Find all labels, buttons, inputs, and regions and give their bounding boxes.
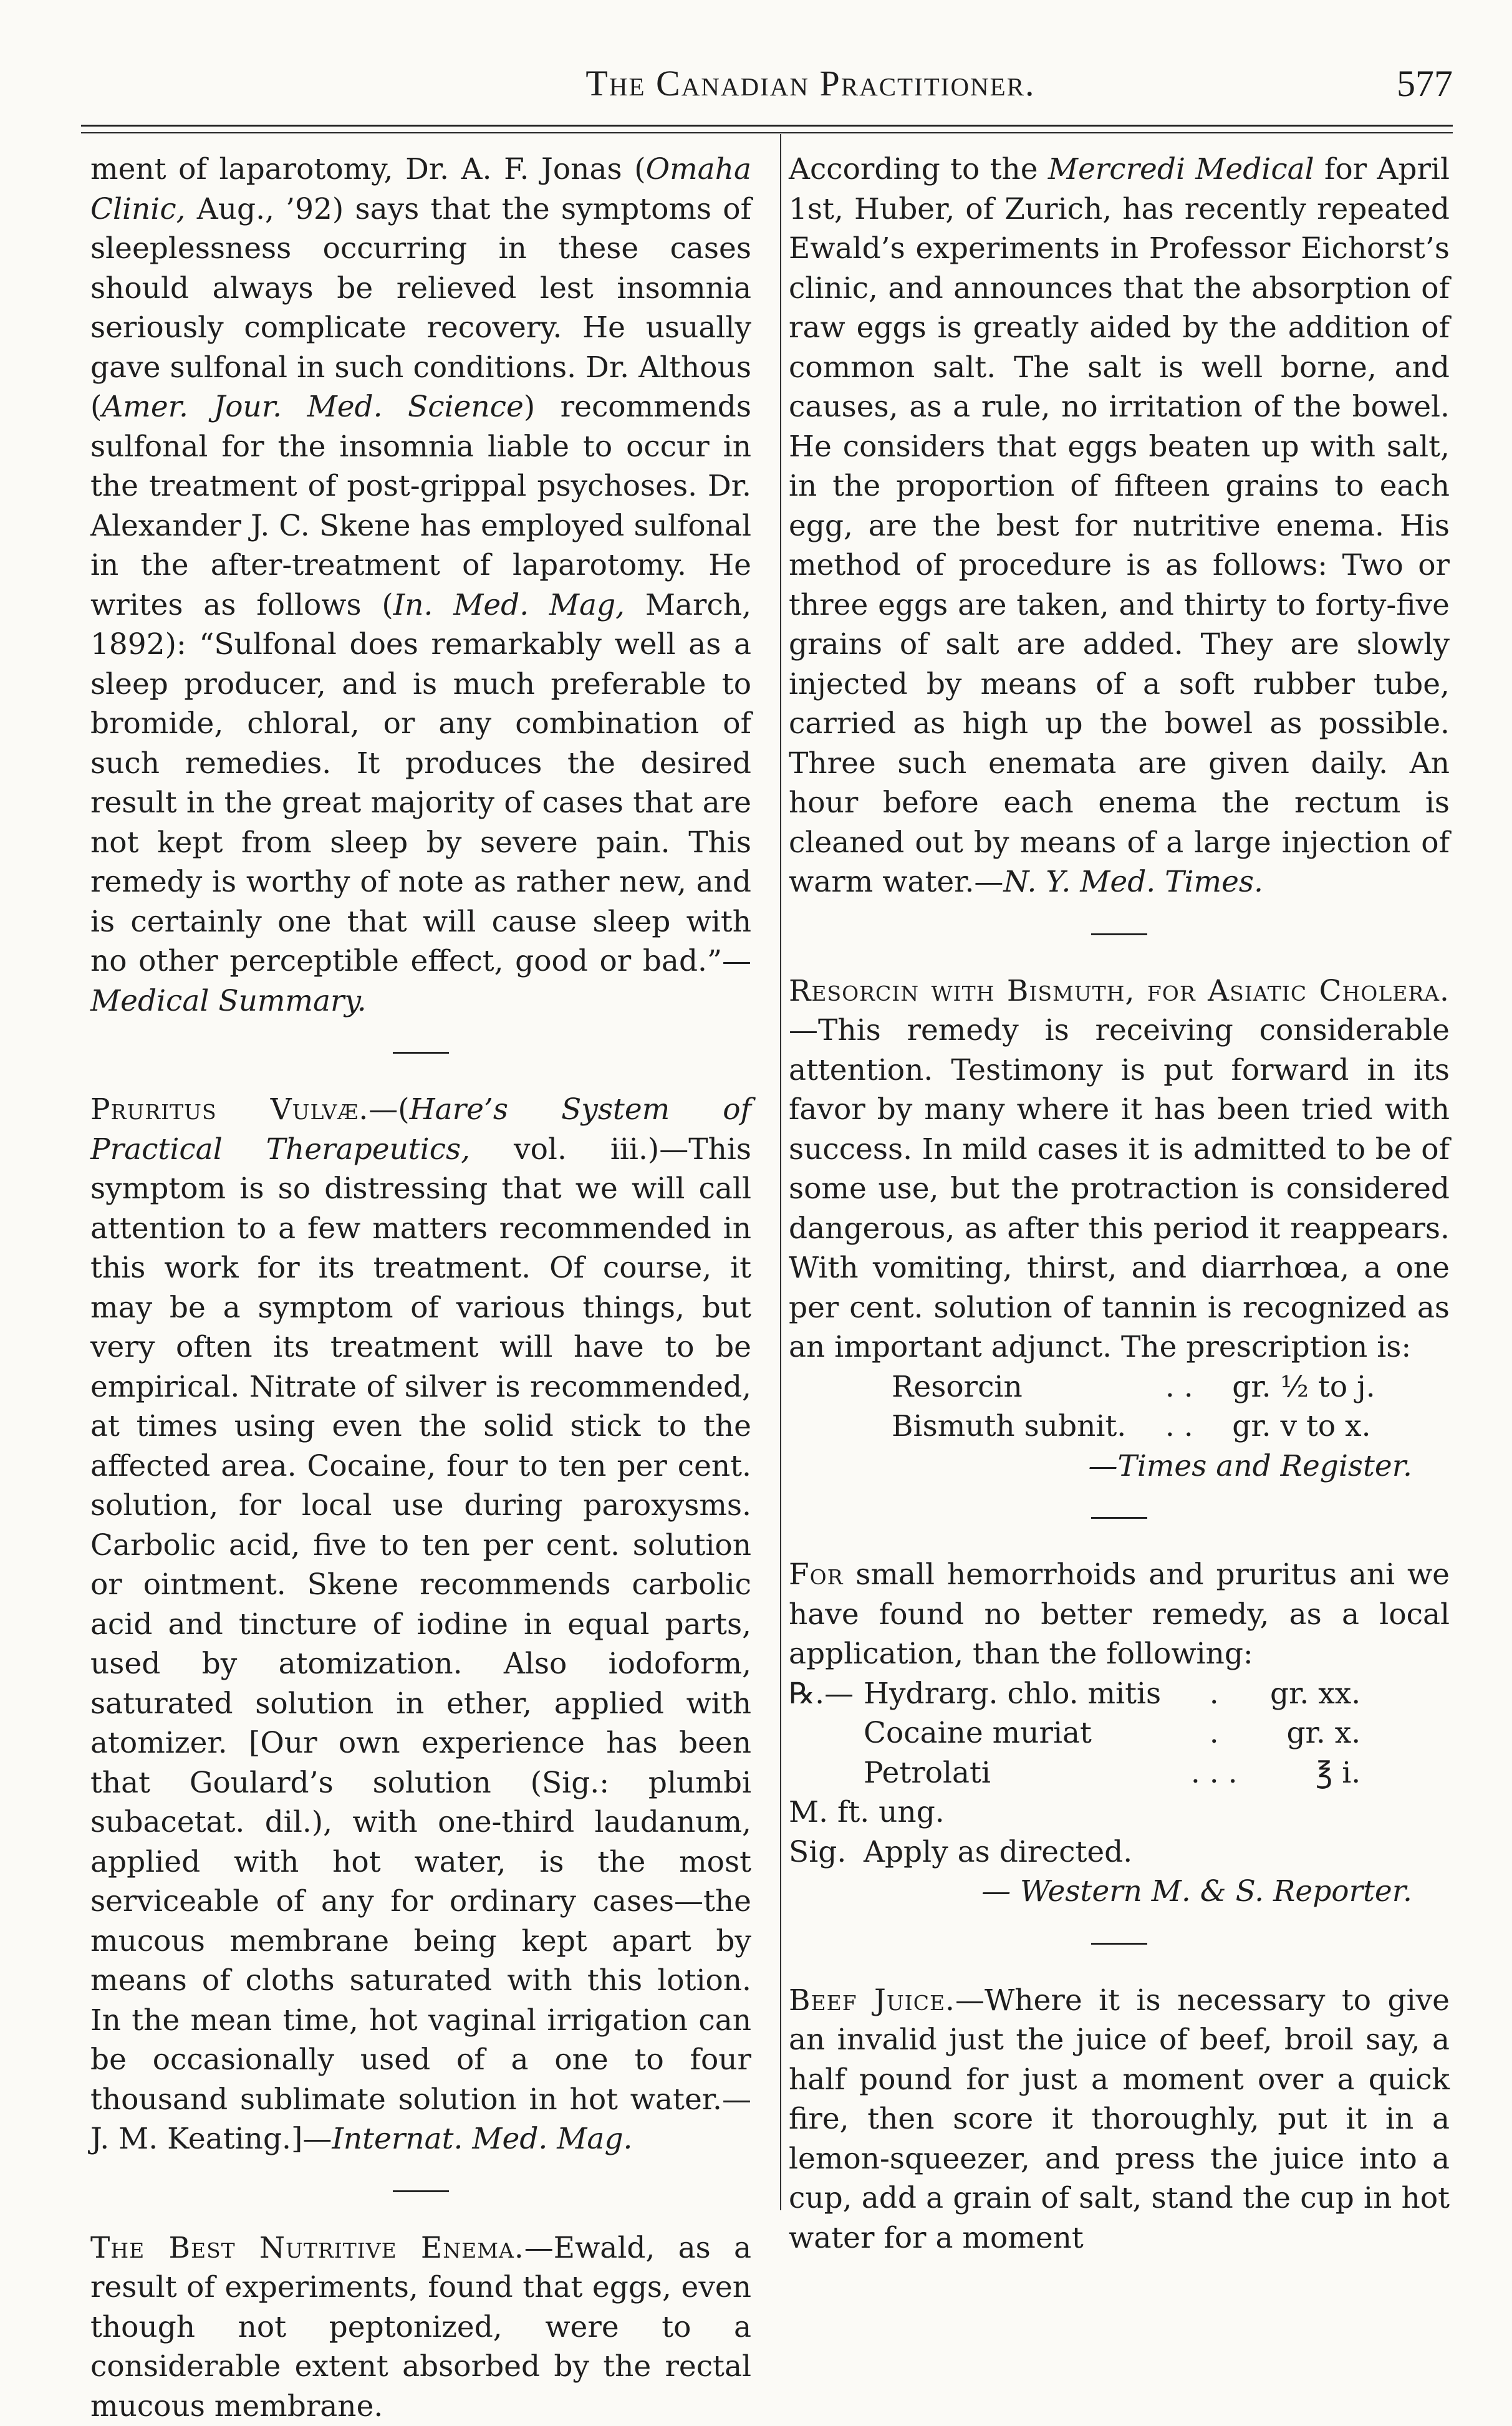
article-heading: Beef Juice. [789, 1983, 955, 2018]
article-pruritus-vulvae [90, 1090, 751, 2159]
drug-name: Resorcin [892, 1367, 1126, 1407]
article-hemorrhoids [789, 1555, 1450, 1674]
prescription-row [789, 1832, 1360, 1872]
section-divider [1091, 1943, 1147, 1945]
section-divider [1091, 1517, 1147, 1519]
article-heading: Pruritus Vulvæ. [90, 1092, 368, 1127]
article-heading: Resorcin with Bismuth, for Asiatic Cholera. [789, 974, 1450, 1008]
source-citation: —Times and Register. [789, 1446, 1450, 1486]
text: —( [368, 1092, 409, 1127]
drug-dose: gr. ½ to j. [1232, 1367, 1375, 1407]
text: ) recommends sulfonal for the insomnia liable to occur in the treatment of post-grippal psychoses. Dr. Alexander J. C. Skene has employed sulfonal in the after-treatment of laparotomy. He writes as follows ( [90, 390, 751, 622]
running-title: The Canadian Practitioner. [499, 62, 1122, 104]
prescription-row [789, 1793, 1360, 1832]
article-resorcin-bismuth [789, 971, 1450, 1367]
drug-name: Cocaine muriat [864, 1713, 1161, 1753]
page-number: 577 [1328, 62, 1453, 105]
page-header [81, 62, 1453, 125]
leader-dots: . [1161, 1674, 1267, 1714]
article-sulfonal [90, 150, 751, 1021]
drug-dose: gr. x. [1267, 1713, 1360, 1753]
recipe-symbol [789, 1713, 864, 1753]
header-rule [81, 125, 1453, 127]
header-rule-thin [81, 132, 1453, 133]
text: —Ewald, as a result of experiments, found that eggs, even though not peptonized, were to a considerable extent absorbed by the rectal mucous membrane. [90, 2231, 751, 2424]
prescription-row [789, 1674, 1360, 1714]
prescription-row [892, 1407, 1375, 1446]
column-divider [780, 134, 781, 2210]
journal-citation: Amer. Jour. Med. Science [102, 390, 523, 424]
source-citation: Medical Summary. [90, 984, 367, 1018]
text: small hemorrhoids and pruritus ani we have found no better remedy, as a local application, than the following: [789, 1557, 1450, 1671]
lead-word: For [789, 1557, 844, 1592]
left-column [90, 150, 751, 2226]
source-citation: — Western M. & S. Reporter. [789, 1872, 1450, 1912]
section-divider [393, 2190, 449, 2192]
leader-dots: . [1161, 1713, 1267, 1753]
journal-citation: Mercredi Medical [1048, 152, 1314, 186]
sig-label: Sig. [789, 1832, 864, 1872]
right-column [789, 150, 1450, 2226]
journal-citation: Hare’s System of Practical Therapeutics, [90, 1092, 751, 1167]
text: Aug., ’92) says that the symptoms of sleeplessness occurring in these cases should always be relieved lest insomnia seriously complicate recovery. He usually gave sulfonal in such conditions. Dr. Althous ( [90, 192, 751, 425]
text: vol. iii.)—This symptom is so distressing that we will call attention to a few matters recommended in this work for its treatment. Of course, it may be a symptom of various things, but very often its treatment will have to be empirical. Nitrate of silver is recommended, at times using even the solid stick to the affected area. Cocaine, four to ten per cent. solution, for local use during paroxysms. Carbolic acid, five to ten per cent. solution or ointment. Skene recommends carbolic acid and tincture of iodine in equal parts, used by atomization. Also iodoform, saturated solution in ether, applied with atomizer. [Our own experience has been that Goulard’s solution (Sig.: plumbi subacetat. dil.), with one-third laudanum, applied with hot water, is the most serviceable of any for ordinary cases—the mucous membrane being kept apart by means of cloths saturated with this lotion. In the mean time, hot vaginal irrigation can be occasionally used of a one to four thousand sublimate solution in hot water.—J. M. Keating.]— [90, 1132, 751, 2157]
recipe-symbol [789, 1753, 864, 1793]
drug-name: Petrolati [864, 1753, 1161, 1793]
text: ment of laparotomy, Dr. A. F. Jonas ( [90, 152, 646, 186]
leader-dots: . . [1126, 1367, 1232, 1407]
mixing-instruction: M. ft. ung. [789, 1793, 1360, 1832]
recipe-symbol: ℞.— [789, 1674, 864, 1714]
drug-name: Bismuth subnit. [892, 1407, 1126, 1446]
article-heading: The Best Nutritive Enema. [90, 2231, 524, 2265]
text: —This remedy is receiving considerable attention. Testimony is put forward in its favor by many where it has been tried with success. In mild cases it is admitted to be of some use, but the protraction is considered dangerous, as after this period it reappears. With vomiting, thirst, and diarrhœa, a one per cent. solution of tannin is recognized as an important adjunct. The prescription is: [789, 1013, 1450, 1364]
text: March, 1892): “Sulfonal does remarkably well as a sleep producer, and is much preferable to bromide, chloral, or any combination of such remedies. It produces the desired result in the great majority of cases that are not kept from sleep by severe pain. This remedy is worthy of note as rather new, and is certainly one that will cause sleep with no other perceptible effect, good or bad.”— [90, 588, 751, 979]
text: According to the [789, 152, 1048, 186]
prescription-row [892, 1367, 1375, 1407]
prescription-table [892, 1367, 1375, 1446]
drug-dose: ℥ i. [1267, 1753, 1360, 1793]
drug-name: Hydrarg. chlo. mitis [864, 1674, 1161, 1714]
article-enema-continued [789, 150, 1450, 902]
section-divider [393, 1052, 449, 1054]
sig-text: Apply as directed. [864, 1832, 1360, 1872]
drug-dose: gr. xx. [1267, 1674, 1360, 1714]
prescription-table [789, 1674, 1360, 1872]
section-divider [1091, 933, 1147, 935]
leader-dots: . . [1126, 1407, 1232, 1446]
drug-dose: gr. v to x. [1232, 1407, 1375, 1446]
text: for April 1st, Huber, of Zurich, has recently repeated Ewald’s experiments in Professor Eichorst’s clinic, and announces that the absorption of raw eggs is greatly aided by the addition of common salt. The salt is well borne, and causes, as a rule, no irritation of the bowel. He considers that eggs beaten up with salt, in the proportion of fifteen grains to each egg, are the best for nutritive enema. His method of procedure is as follows: Two or three eggs are taken, and thirty to forty-five grains of salt are added. They are slowly injected by means of a soft rubber tube, carried as high up the bowel as possible. Three such enemata are given daily. An hour before each enema the rectum is cleaned out by means of a large injection of warm water.— [789, 152, 1450, 899]
leader-dots: . . . [1161, 1753, 1267, 1793]
prescription-row [789, 1753, 1360, 1793]
journal-citation: Omaha Clinic, [90, 152, 751, 226]
prescription-row [789, 1713, 1360, 1753]
journal-citation: In. Med. Mag, [393, 588, 625, 622]
text: —Where it is necessary to give an invalid just the juice of beef, broil say, a half pound for just a moment over a quick fire, then score it thoroughly, put it in a lemon-squeezer, and press the juice into a cup, add a grain of salt, stand the cup in hot water for a moment [789, 1983, 1450, 2255]
article-nutritive-enema [90, 2228, 751, 2426]
source-citation: Internat. Med. Mag. [332, 2122, 632, 2156]
source-citation: N. Y. Med. Times. [1003, 865, 1263, 899]
article-beef-juice [789, 1981, 1450, 2258]
